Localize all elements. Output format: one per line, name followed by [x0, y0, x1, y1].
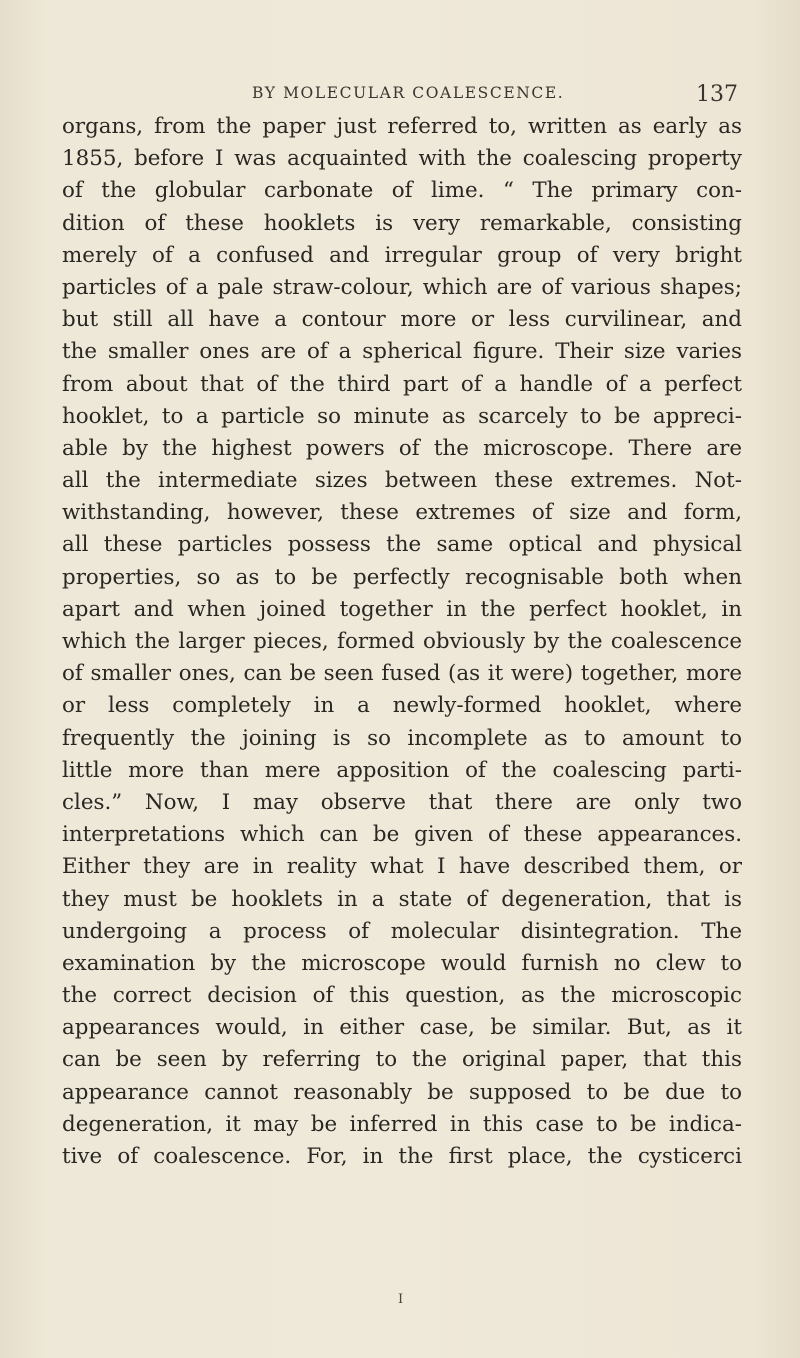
page-number: 137: [696, 82, 738, 107]
text-line: which the larger pieces, formed obviously by the coalescence: [62, 629, 742, 654]
text-line: frequently the joining is so incomplete as to amount to: [62, 725, 742, 751]
text-line: the smaller ones are of a spherical figure. Their size varies: [62, 339, 742, 365]
text-line: of smaller ones, can be seen fused (as it were) together, more: [62, 661, 742, 687]
text-line: particles of a pale straw-colour, which are of various shapes;: [62, 274, 742, 300]
text-line: all the intermediate sizes between these extremes. Not-: [62, 468, 742, 494]
text-line: withstanding, however, these extremes of size and form,: [62, 500, 742, 526]
text-line: interpretations which can be given of these appearances.: [62, 822, 742, 848]
text-line: of the globular carbonate of lime. “ The primary con-: [62, 178, 742, 204]
text-line: appearance cannot reasonably be supposed to be due to: [62, 1079, 742, 1105]
text-line: degeneration, it may be inferred in this case to be indica-: [62, 1111, 742, 1137]
text-line: or less completely in a newly-formed hooklet, where: [62, 693, 742, 719]
text-line: but still all have a contour more or less curvilinear, and: [62, 307, 742, 333]
text-line: tive of coalescence. For, in the first place, the cysticerci: [62, 1144, 742, 1169]
text-line: 1855, before I was acquainted with the coalescing property: [62, 146, 742, 172]
text-line: all these particles possess the same optical and physical: [62, 532, 742, 558]
text-line: hooklet, to a particle so minute as scarcely to be appreci-: [62, 403, 742, 429]
text-line: can be seen by referring to the original paper, that this: [62, 1047, 742, 1073]
body-text: [62, 111, 742, 1173]
running-head: BY MOLECULAR COALESCENCE.: [252, 84, 565, 102]
text-line: the correct decision of this question, as the microscopic: [62, 983, 742, 1009]
text-line: organs, from the paper just referred to, written as early as: [62, 114, 742, 139]
text-line: cles.” Now, I may observe that there are only two: [62, 789, 742, 815]
page-header: [0, 84, 800, 110]
text-line: undergoing a process of molecular disintegration. The: [62, 918, 742, 944]
text-line: little more than mere apposition of the coalescing parti-: [62, 757, 742, 783]
text-line: merely of a confused and irregular group of very bright: [62, 242, 742, 268]
text-line: properties, so as to be perfectly recognisable both when: [62, 564, 742, 590]
text-line: examination by the microscope would furnish no clew to: [62, 950, 742, 976]
text-line: Either they are in reality what I have described them, or: [62, 854, 742, 880]
text-line: from about that of the third part of a handle of a perfect: [62, 371, 742, 397]
text-line: able by the highest powers of the microscope. There are: [62, 435, 742, 461]
text-line: they must be hooklets in a state of degeneration, that is: [62, 886, 742, 912]
signature-mark: I: [398, 1292, 404, 1307]
text-line: apart and when joined together in the perfect hooklet, in: [62, 596, 742, 622]
text-line: appearances would, in either case, be similar. But, as it: [62, 1015, 742, 1041]
text-line: dition of these hooklets is very remarkable, consisting: [62, 210, 742, 236]
